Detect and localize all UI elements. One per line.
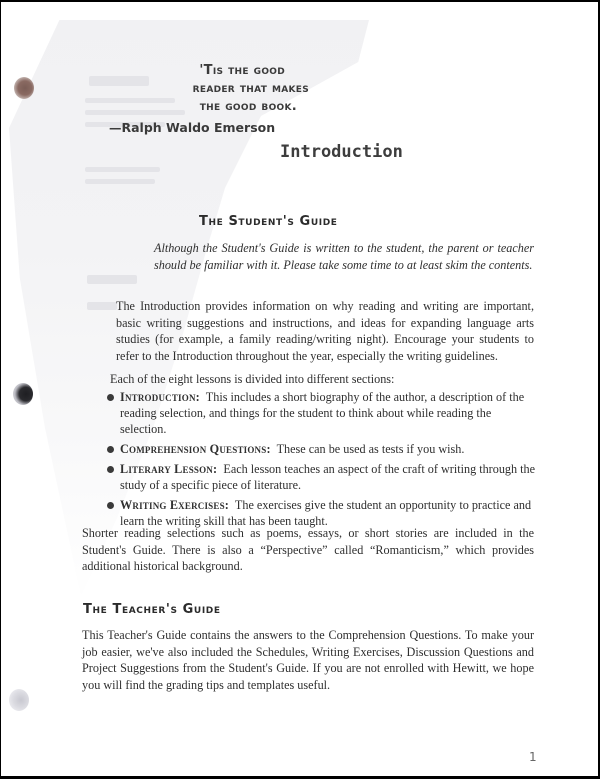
sections-list xyxy=(107,389,537,533)
section-text: This includes a short biography of the author, a description of the reading selection, and things for the student to think about while reading the selection. xyxy=(120,390,525,436)
document-page xyxy=(1,2,598,776)
shorter-selections-paragraph: Shorter reading selections such as poems, essays, or short stories are included in the Student's Guide. There is also a “Perspective” called “Romanticism,” which provides additional historical background. xyxy=(82,526,534,573)
binder-hole-icon xyxy=(13,383,33,405)
bleed-through-mark xyxy=(85,167,160,172)
list-item xyxy=(107,441,537,457)
bullet-icon xyxy=(107,502,114,509)
section-label: Writing Exercises: xyxy=(120,498,230,512)
bleed-through-mark xyxy=(87,275,137,284)
list-item xyxy=(107,389,537,437)
bullet-icon xyxy=(107,466,114,473)
students-guide-note: Although the Student's Guide is written to the student, the parent or teacher should be familiar with it. Please take some time to at least skim the contents. xyxy=(154,241,534,272)
bleed-through-mark xyxy=(85,179,155,184)
binder-hole-icon xyxy=(14,77,34,99)
section-label: Comprehension Questions: xyxy=(120,442,271,456)
teachers-guide-heading: The Teacher's Guide xyxy=(83,602,221,617)
teachers-guide-paragraph: This Teacher's Guide contains the answers to the Comprehension Questions. To make your job easier, we've also included the Schedules, Writing Exercises, Discussion Questions and Project Suggestions from the Student's Guide. If you are not enrolled with Hewitt, we hope you will find the grading tips and templates useful. xyxy=(82,628,534,692)
introduction-paragraph: The Introduction provides information on why reading and writing are important, basic writing suggestions and instructions, and ideas for expanding language arts studies (for example, a family reading/writing night). Encourage your students to refer to the Introduction throughout the year, especially the writing guidelines. xyxy=(116,299,534,363)
section-text: These can be used as tests if you wish. xyxy=(276,442,465,456)
section-label: Literary Lesson: xyxy=(120,462,218,476)
page-number: 1 xyxy=(529,750,537,764)
binder-hole-icon xyxy=(9,689,29,711)
quote-line: reader that makes xyxy=(192,81,309,96)
bleed-through-mark xyxy=(87,302,117,310)
page-title: Introduction xyxy=(280,142,403,162)
section-text: The exercises give the student an opportunity to practice and learn the writing skill that has been taught. xyxy=(120,498,532,528)
section-label: Introduction: xyxy=(120,390,200,404)
quote-line: 'Tis the good xyxy=(199,63,285,78)
bullet-icon xyxy=(107,394,114,401)
quote-author: —Ralph Waldo Emerson xyxy=(109,120,276,135)
students-guide-heading: The Student's Guide xyxy=(199,214,338,229)
list-item xyxy=(107,461,537,493)
section-text: Each lesson teaches an aspect of the craft of writing through the study of a specific piece of literature. xyxy=(120,462,536,492)
sections-lead: Each of the eight lessons is divided into different sections: xyxy=(110,372,395,386)
bullet-icon xyxy=(107,446,114,453)
quote-line: the good book. xyxy=(199,99,297,114)
